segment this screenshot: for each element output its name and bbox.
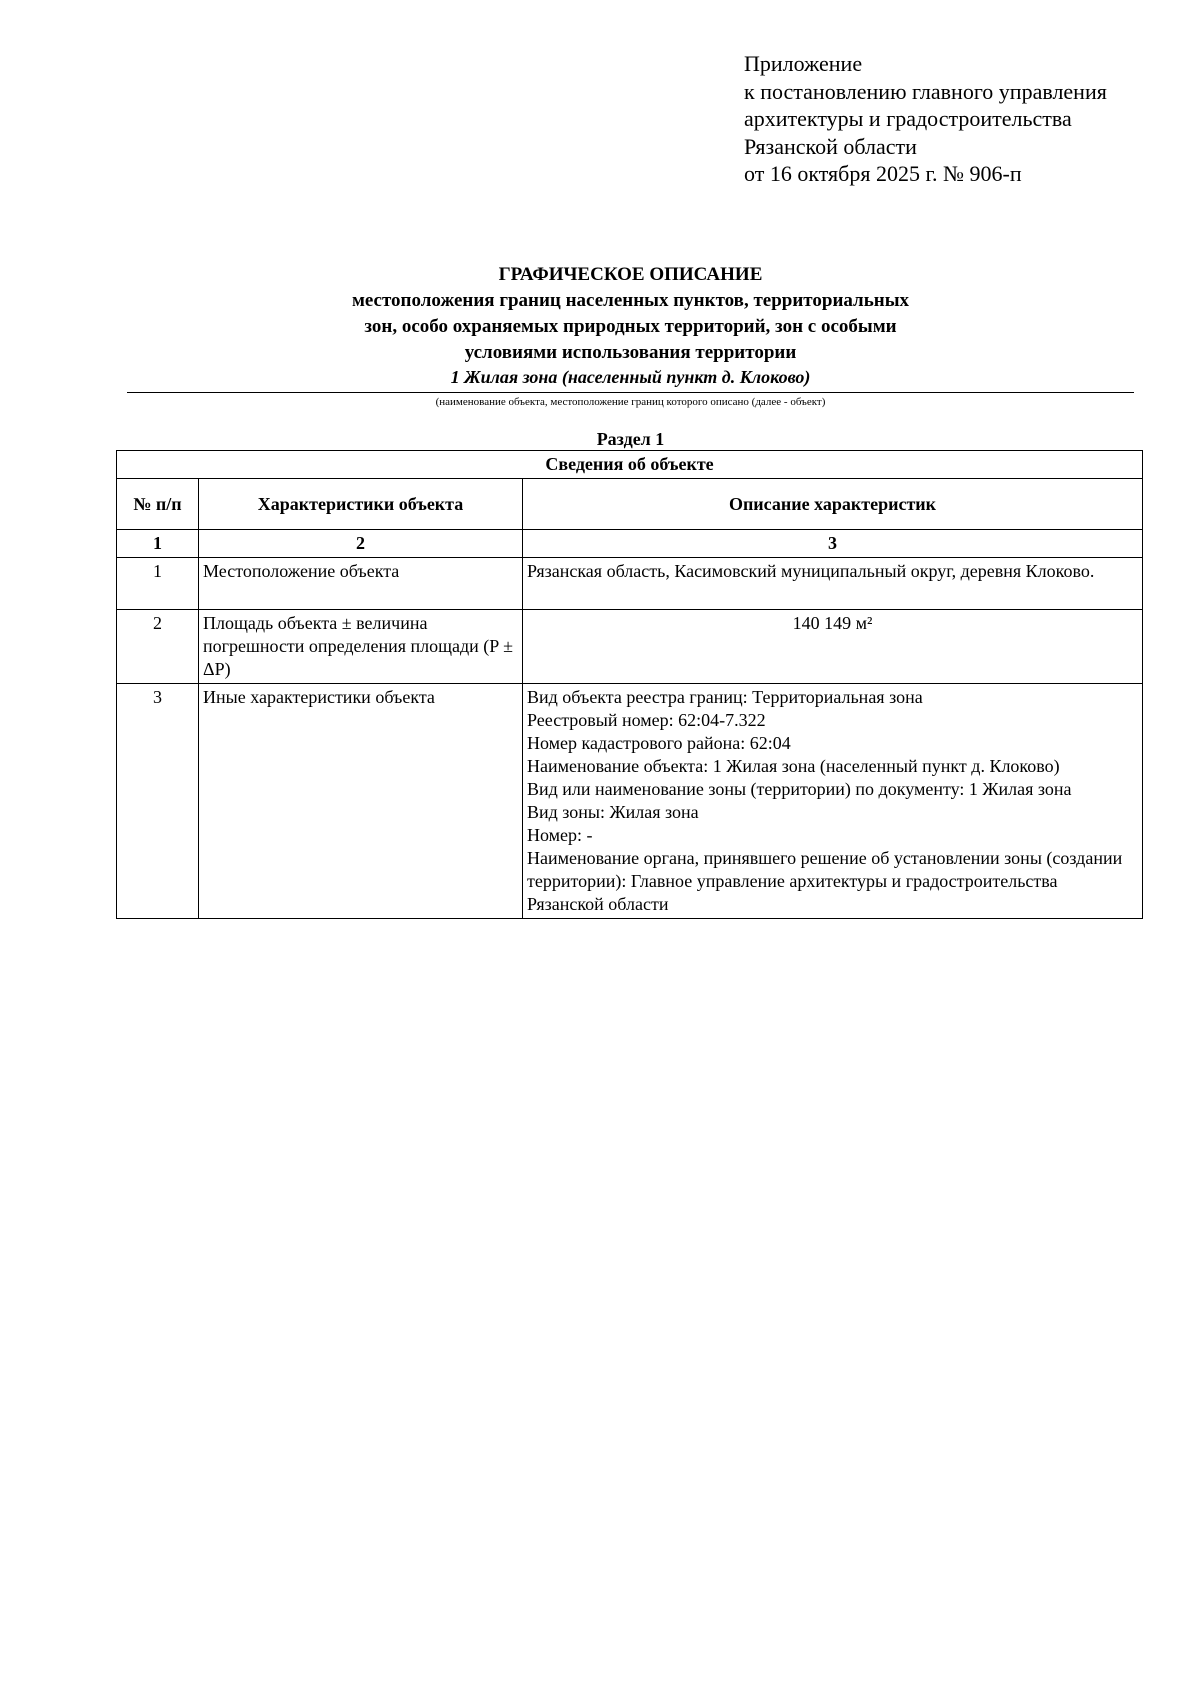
object-info-table (116, 450, 1143, 919)
description-line: Наименование объекта: 1 Жилая зона (населенный пункт д. Клоково) (527, 756, 1060, 776)
row-number: 2 (117, 610, 199, 684)
title-line: местоположения границ населенных пунктов, территориальных (351, 290, 910, 311)
column-number: 1 (117, 530, 199, 558)
table-row (117, 684, 1143, 919)
table-header-row (117, 479, 1143, 530)
table-row (117, 558, 1143, 610)
row-number: 1 (117, 558, 199, 610)
document-title (127, 262, 1134, 388)
object-name-underline (127, 392, 1134, 393)
title-line: зон, особо охраняемых природных территорий, зон с особыми (364, 316, 897, 337)
object-name: 1 Жилая зона (населенный пункт д. Клоково) (450, 367, 811, 387)
appendix-line: к постановлению главного управления (744, 78, 1107, 104)
description-line: Реестровый номер: 62:04-7.322 (527, 710, 766, 730)
title-line: условиями использования территории (464, 342, 797, 363)
row-characteristic: Площадь объекта ± величина погрешности определения площади (P ± ΔP) (199, 610, 523, 684)
column-number-row (117, 530, 1143, 558)
row-description: 140 149 м² (523, 610, 1143, 684)
object-name-caption: (наименование объекта, местоположение границ которого описано (далее - объект) (435, 396, 826, 408)
appendix-line: Рязанской области (744, 133, 917, 159)
appendix-line: от 16 октября 2025 г. № 906-п (744, 161, 1022, 186)
column-number: 2 (199, 530, 523, 558)
row-number: 3 (117, 684, 199, 919)
header-description: Описание характеристик (523, 479, 1143, 530)
title-line: ГРАФИЧЕСКОЕ ОПИСАНИЕ (498, 264, 763, 285)
appendix-header (744, 50, 1107, 188)
row-characteristic: Иные характеристики объекта (199, 684, 523, 919)
header-num: № п/п (117, 479, 199, 530)
description-line: Наименование органа, принявшего решение об установлении зоны (создании территории): Главное управление архитектуры и градостроительства Рязанской области (527, 848, 1123, 914)
row-characteristic: Местоположение объекта (199, 558, 523, 610)
appendix-line: архитектуры и градостроительства (744, 106, 1072, 131)
description-line: Вид или наименование зоны (территории) по документу: 1 Жилая зона (527, 779, 1072, 799)
description-line: Вид объекта реестра границ: Территориальная зона (527, 687, 923, 707)
row-description: Рязанская область, Касимовский муниципальный округ, деревня Клоково. (523, 558, 1143, 610)
table-caption: Сведения об объекте (117, 451, 1143, 479)
description-line: Вид зоны: Жилая зона (527, 802, 699, 822)
section-title: Раздел 1 (596, 429, 665, 449)
table-caption-row (117, 451, 1143, 479)
table-row (117, 610, 1143, 684)
description-line: Номер кадастрового района: 62:04 (527, 733, 791, 753)
header-characteristic: Характеристики объекта (199, 479, 523, 530)
row-description (523, 684, 1143, 919)
appendix-line: Приложение (744, 51, 863, 76)
column-number: 3 (523, 530, 1143, 558)
description-line: Номер: - (527, 825, 593, 845)
